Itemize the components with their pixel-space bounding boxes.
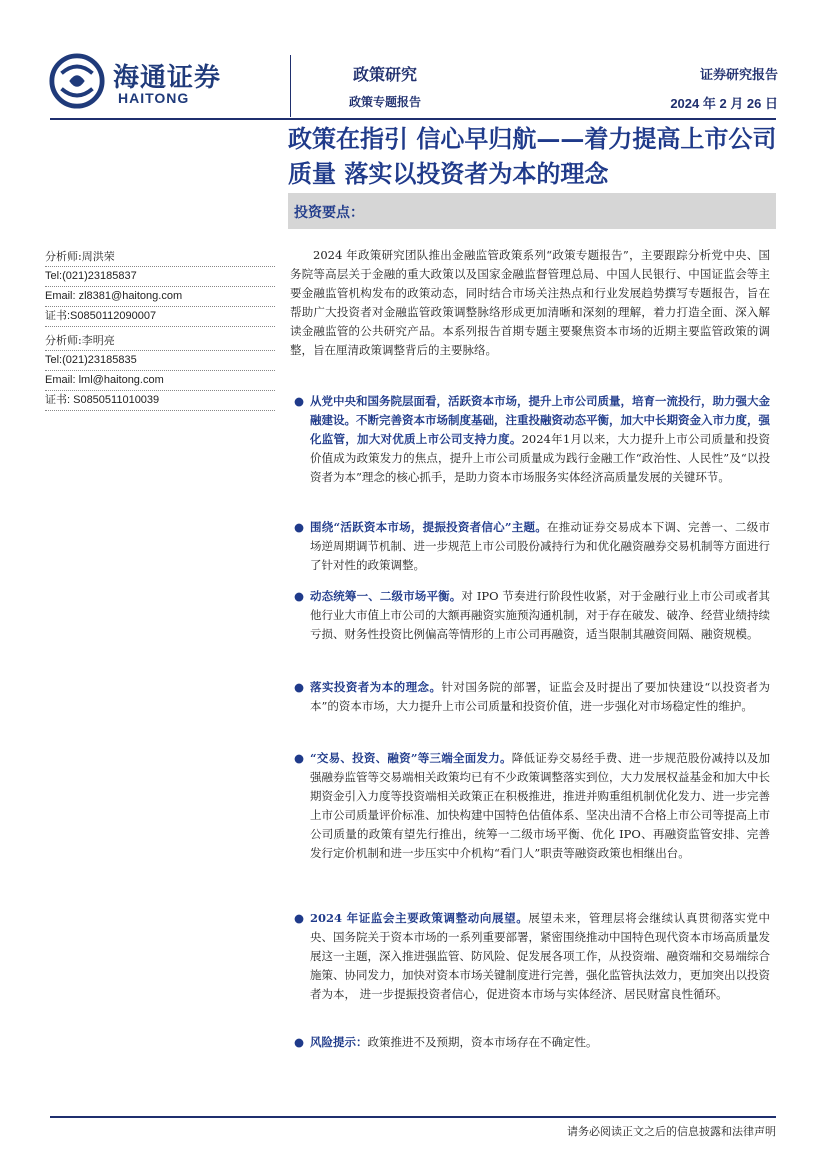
report-type: 证券研究报告 (699, 68, 778, 83)
bullet-icon: ● (294, 911, 305, 925)
analyst-card (45, 247, 275, 327)
bullet-text: 展望未来，管理层将会继续认真贯彻落实党中央、国务院关于资本市场的一系列重要部署，紧密围绕推动中国特色现代资本市场高质量发展这一主题，深入推进强监管、防风险、促发展各项工作，从投资端、融资端和交易端综合施策、协同发力，加快对资本市场关键制度进行完善，强化监管执法效力，更加突出以投资者为本， 进一步提振投资者信心，促进资本市场与实体经济、居民财富良性循环。 (310, 911, 771, 1001)
bullet-highlight: 2024 年证监会主要政策调整动向展望。 (310, 911, 529, 925)
analyst-name: 分析师:周洪荣 (45, 247, 275, 267)
report-date: 2024 年 2 月 26 日 (670, 96, 778, 111)
footer-disclaimer[interactable]: 请务必阅读正文之后的信息披露和法律声明 (567, 1125, 776, 1138)
bullet-item (290, 587, 770, 644)
report-subcategory: 政策专题报告 (348, 95, 421, 109)
bullet-highlight: 风险提示： (310, 1035, 368, 1049)
bullet-item (290, 518, 770, 575)
intro-paragraph: 2024 年政策研究团队推出金融监管政策系列“政策专题报告”，主要跟踪分析党中央、国务院等高层关于金融的重大政策以及国家金融监督管理总局、中国人民银行、中国证监会等主要金融监管机构发布的政策动态，同时结合市场关注热点和行业发展趋势撰写专题报告，旨在帮助广大投资者对金融监管政策调整脉络形成更加清晰和深刻的理解，着力打造全面、深入解读金融监管的公共研究产品。本系列报告首期专题主要聚焦资本市场的近期主要监管政策的调整，旨在厘清政策调整背后的主要脉络。 (290, 248, 770, 357)
bullet-item (290, 1033, 770, 1052)
bullet-icon: ● (294, 394, 305, 408)
bullet-highlight: 围绕“活跃资本市场，提振投资者信心”主题。 (310, 520, 547, 534)
bullet-icon: ● (294, 751, 305, 765)
bullet-text: 降低证券交易经手费、进一步规范股份减持以及加强融券监管等交易端相关政策均已有不少政策调整落实到位，大力发展权益基金和加大中长期资金引入力度等投资端相关政策正在积极推进，推进并购重组机制优化发力、进一步完善上市公司质量评价标准、加快构建中国特色估值体系、坚决出清不合格上市公司等提高上市公司质量的政策有望先行推出，统筹一二级市场平衡、优化 IPO、再融资监管安排、完善发行定价机制和进一步压实中介机构“看门人”职责等融资政策也相继出台。 (310, 751, 771, 860)
bullet-highlight: 落实投资者为本的理念。 (310, 680, 442, 694)
bullet-item (290, 392, 770, 487)
bullet-text: 2024年1月以来，大力提升上市公司质量和投资价值成为政策发力的焦点，提升上市公司质量成为践行金融工作“政治性、人民性”及“以投资者为本”理念的核心抓手，是助力资本市场服务实体经济高质量发展的关键环节。 (310, 432, 770, 484)
bullet-text: 对 IPO 节奏进行阶段性收紧，对于金融行业上市公司或者其他行业大市值上市公司的大额再融资实施预沟通机制，对于存在破发、破净、经营业绩持续亏损、财务性投资比例偏高等情形的上市公司再融资，适当限制其融资间隔、融资规模。 (310, 589, 770, 641)
header-rule (50, 118, 776, 120)
haitong-logo-icon (48, 52, 106, 110)
bullet-highlight: 从党中央和国务院层面看，活跃资本市场，提升上市公司质量，培育一流投行，助力强大金融建设。不断完善资本市场制度基础，注重投融资动态平衡，加大中长期资金入市力度，强化监管，加大对优质上市公司支持力度。 (310, 394, 770, 446)
bullet-icon: ● (294, 1035, 305, 1049)
key-points-banner (288, 193, 776, 229)
report-title: 政策在指引 信心早归航——着力提高上市公司质量 落实以投资者为本的理念 (288, 124, 777, 188)
bullet-highlight: 动态统筹一、二级市场平衡。 (310, 589, 462, 603)
analyst-email[interactable]: Email: zl8381@haitong.com (45, 287, 275, 307)
key-points-label: 投资要点： (294, 205, 364, 221)
analyst-name: 分析师:李明亮 (45, 331, 275, 351)
logo-chinese-text: 海通证券 (113, 63, 222, 93)
bullet-text: 政策推进不及预期，资本市场存在不确定性。 (367, 1035, 598, 1049)
bullet-text: 针对国务院的部署，证监会及时提出了要加快建设“以投资者为本”的资本市场，大力提升上市公司质量和投资价值，进一步强化对市场稳定性的维护。 (310, 680, 770, 713)
analyst-cert: 证书:S0850112090007 (45, 307, 275, 327)
analyst-tel: Tel:(021)23185837 (45, 267, 275, 287)
analyst-tel: Tel:(021)23185835 (45, 351, 275, 371)
bullet-icon: ● (294, 680, 305, 694)
bullet-item (290, 678, 770, 716)
footer-rule (50, 1116, 776, 1118)
bullet-icon: ● (294, 589, 305, 603)
report-category: 政策研究 (352, 65, 417, 84)
logo-english-text: HAITONG (118, 90, 190, 106)
analyst-card (45, 331, 275, 411)
analyst-email[interactable]: Email: lml@haitong.com (45, 371, 275, 391)
analyst-cert: 证书: S0850511010039 (45, 391, 275, 411)
bullet-highlight: “交易、投资、融资”等三端全面发力。 (310, 751, 512, 765)
bullet-item (290, 909, 770, 1004)
bullet-item (290, 749, 770, 863)
bullet-text: 在推动证券交易成本下调、完善一、二级市场逆周期调节机制、进一步规范上市公司股份减持行为和优化融资融券交易机制等方面进行了针对性的政策调整。 (310, 520, 771, 572)
bullet-icon: ● (294, 520, 305, 534)
